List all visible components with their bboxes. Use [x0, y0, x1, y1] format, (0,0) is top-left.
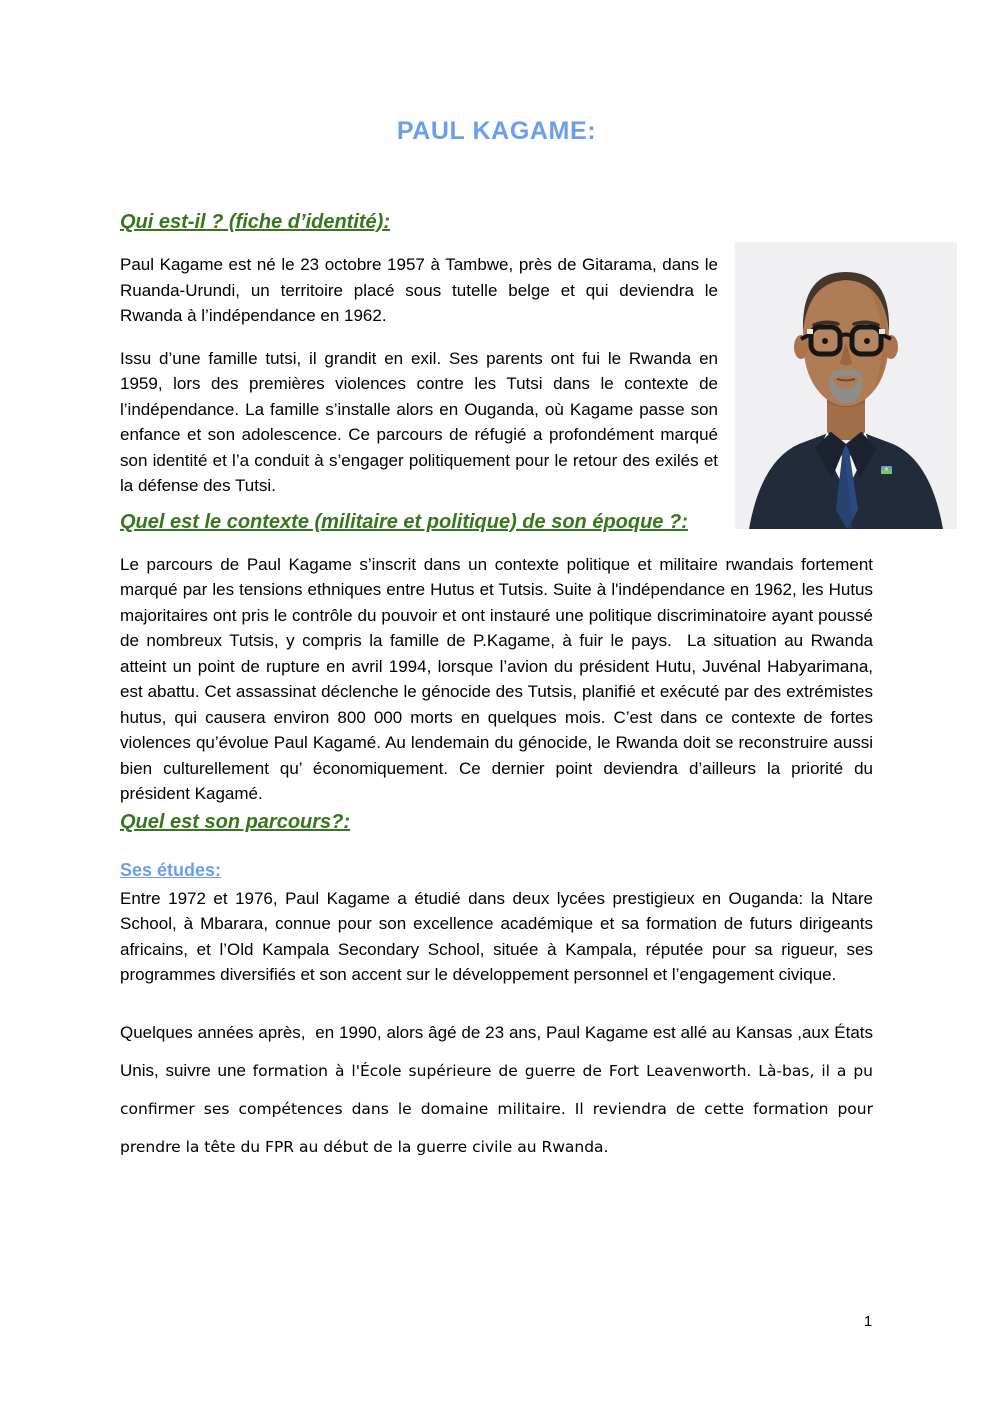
page-number: 1: [863, 1313, 873, 1330]
document-title: PAUL KAGAME:: [396, 117, 597, 145]
subheading-studies-label: Ses études:: [120, 859, 222, 880]
paragraph-usa-part-a: Quelques années après, en 1990, alors âgé de 23 ans, Paul Kagame est allé au Kansas ,aux États Unis, suivre une: [120, 1022, 873, 1080]
portrait-illustration: [735, 242, 957, 529]
paragraph-usa-training: [120, 1014, 873, 1166]
subheading-studies: [120, 858, 873, 882]
paul-kagame-portrait-photo: [735, 242, 957, 529]
paragraph-usa-part-b: formation à l'École supérieure de guerre de Fort Leavenworth. Là-bas, il a pu confirmer ses compétences dans le domaine militaire. Il reviendra de cette formation pour prendre la tête du FPR au début de la guerre civile au Rwanda.: [120, 1061, 873, 1156]
heading-parcours: Quel est son parcours?:: [120, 810, 351, 833]
paragraph-context: Le parcours de Paul Kagame s’inscrit dans un contexte politique et militaire rwandais fortement marqué par les tensions ethniques entre Hutus et Tutsis. Suite à l'indépendance en 1962, les Hutus majoritaires ont pris le contrôle du pouvoir et ont instauré une politique discriminatoire ayant poussé de nombreux Tutsis, y compris la famille de P.Kagame, à fuir le pays. La situation au Rwanda atteint un point de rupture en avril 1994, lorsque l’avion du président Hutu, Juvénal Habyarimana, est abattu. Cet assassinat déclenche le génocide des Tutsis, planifié et exécuté par des extrémistes hutus, qui causera environ 800 000 morts en quelques mois. C’est dans ce contexte de fortes violences qu’évolue Paul Kagamé. Au lendemain du génocide, le Rwanda doit se reconstruire aussi bien culturellement qu’ économiquement. Ce dernier point deviendra d’ailleurs la priorité du président Kagamé.: [120, 554, 873, 803]
heading-identity: Qui est-il ? (fiche d’identité):: [120, 211, 390, 233]
paragraph-studies: Entre 1972 et 1976, Paul Kagame a étudié dans deux lycées prestigieux en Ouganda: la Ntare School, à Mbarara, connue pour son excellence académique et sa formation de futurs dirigeants africains, et l’Old Kampala Secondary School, située à Kampala, réputée pour sa rigueur, ses programmes diversifiés et son accent sur le développement personnel et l’engagement civique.: [120, 888, 873, 984]
heading-context: Quel est le contexte (militaire et politique) de son époque ?:: [120, 510, 688, 533]
document-body: [120, 0, 873, 1166]
paragraph-birth: Paul Kagame est né le 23 octobre 1957 à Tambwe, près de Gitarama, dans le Ruanda-Urundi, un territoire placé sous tutelle belge et qui deviendra le Rwanda à l’indépendance en 1962.: [120, 255, 718, 325]
paragraph-family-exile: Issu d’une famille tutsi, il grandit en exil. Ses parents ont fui le Rwanda en 1959, lors des premières violences contre les Tutsi dans le contexte de l’indépendance. La famille s’installe alors en Ouganda, où Kagame passe son enfance et son adolescence. Ce parcours de réfugié a profondément marqué son identité et l’a conduit à s’engager politiquement pour le retour des exilés et la défense des Tutsi.: [120, 348, 718, 495]
